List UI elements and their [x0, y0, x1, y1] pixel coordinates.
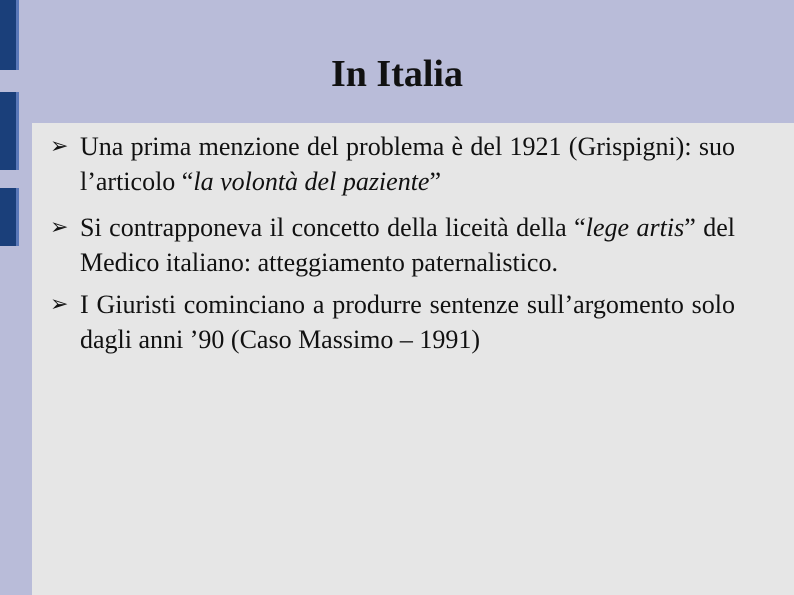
bullet-item — [50, 130, 735, 199]
bullet-item — [50, 211, 735, 280]
slide-title: In Italia — [331, 53, 463, 95]
bullet-list — [50, 130, 735, 369]
arrow-bullet-icon: ➢ — [50, 292, 69, 317]
decor-bar — [0, 188, 19, 246]
bullet-item — [50, 288, 735, 357]
arrow-bullet-icon: ➢ — [50, 215, 69, 240]
bullet-text: Una prima menzione del problema è del 1921 (Grispigni): suo l’articolo “la volontà del paziente” — [80, 132, 735, 196]
arrow-bullet-icon: ➢ — [50, 134, 69, 159]
decor-bar — [0, 92, 19, 170]
bullet-text: Si contrapponeva il concetto della liceità della “lege artis” del Medico italiano: atteggiamento paternalistico. — [80, 213, 735, 277]
bullet-text: I Giuristi cominciano a produrre sentenze sull’argomento solo dagli anni ’90 (Caso Massimo – 1991) — [80, 290, 735, 354]
